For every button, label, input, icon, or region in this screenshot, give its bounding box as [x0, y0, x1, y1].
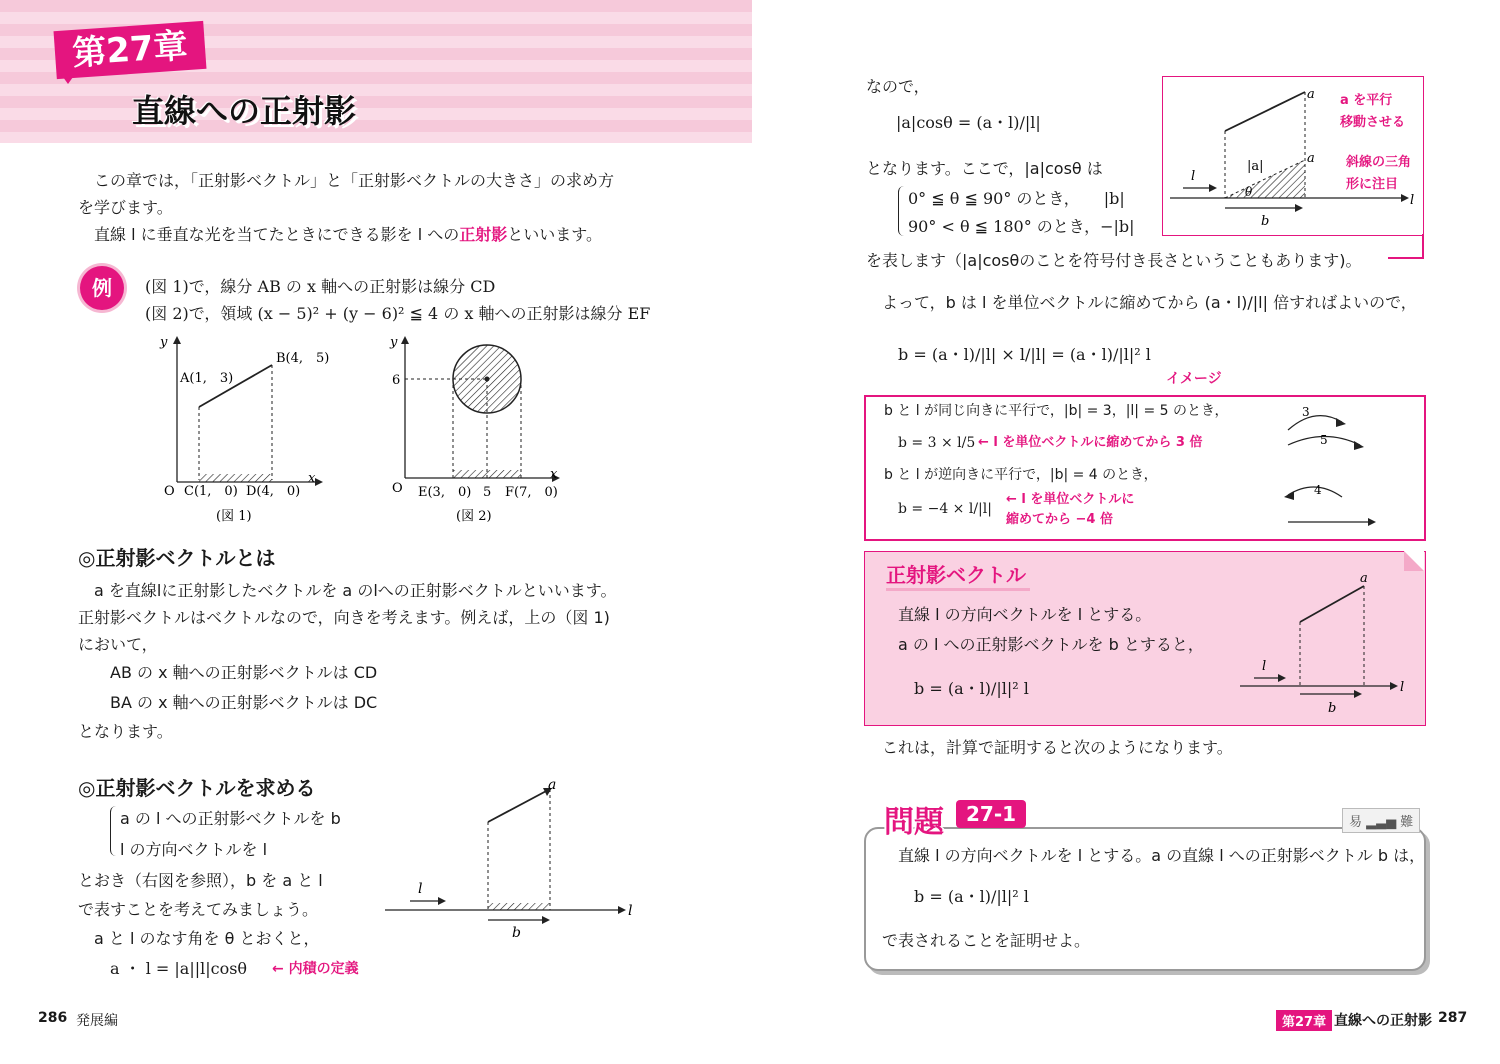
difficulty-meter: 易 ▂▃▅ 難 [1342, 808, 1420, 833]
right-line-7: よって，b は l を単位ベクトルに縮めてから (a・l)/|l| 倍すればよいので， [882, 293, 1417, 312]
intro-line-1: この章では，「正射影ベクトル」と「正射影ベクトルの大きさ」の求め方 [94, 171, 615, 190]
sec1-line-5: BA の x 軸への正射影ベクトルは DC [110, 693, 378, 712]
angle-fig-b: b [1261, 214, 1270, 229]
right-line-9: これは，計算で証明すると次のようになります。 [882, 738, 1233, 757]
concept-line-2: a の l への正射影ベクトルを b とすると， [898, 635, 1204, 654]
highlight-term: 正射影 [459, 225, 508, 244]
concept-fig-a: a [1360, 571, 1368, 586]
fig3-l-label: l [628, 903, 633, 919]
fig1-point-a: A(1, 3) [180, 371, 234, 386]
angle-fig-a2: a [1307, 151, 1315, 166]
angle-fig-l: l [1410, 193, 1415, 208]
direction-arrows [1280, 400, 1410, 535]
fig1-origin: O [164, 484, 175, 499]
connector-line-h [1388, 257, 1424, 259]
footer-chapter-title: 直線への正射影 [1334, 1013, 1432, 1029]
note-translate: a を平行 移動させる [1340, 93, 1406, 130]
right-line-3: となります。ここで，|a|cosθ は [866, 159, 1103, 178]
fig2-point-e: E(3, 0) [418, 485, 472, 500]
inner-product-note: ← 内積の定義 [272, 961, 359, 977]
sec2-line-3: とおき（右図を参照），b を a と l [78, 871, 323, 890]
fig3-b-label: b [512, 925, 521, 941]
part-label: 発展編 [76, 1013, 118, 1029]
fig2-y-label: y [390, 335, 398, 350]
fig2-point-f: F(7, 0) [505, 485, 558, 500]
sec1-line-6: となります。 [78, 722, 173, 741]
arrow-5-label: 5 [1320, 433, 1328, 447]
fig1-point-d: D(4, 0) [246, 484, 301, 499]
sec2-line-2: l の方向ベクトルを l [120, 840, 268, 859]
concept-fig-lvec: l [1262, 659, 1267, 674]
sec1-line-1: a を直線lに正射影したベクトルを a のlへの正射影ベクトルといいます。 [94, 581, 617, 600]
problem-number: 27-1 [956, 800, 1026, 828]
case-1: 0° ≦ θ ≦ 90° のとき， |b| [908, 189, 1125, 208]
fig3-a-label: a [548, 777, 557, 793]
sec1-line-4: AB の x 軸への正射影ベクトルは CD [110, 663, 378, 682]
arrow-3-label: 3 [1302, 405, 1310, 419]
sec1-line-3: において， [78, 635, 158, 654]
intro-line-2: を学びます。 [78, 198, 173, 217]
sec2-line-6: a ・ l = |a||l|cosθ [110, 959, 248, 978]
fig2-caption: (図 2) [456, 509, 492, 524]
concept-figure [1236, 566, 1416, 716]
problem-label: 問題 [884, 805, 944, 840]
angle-fig-lvec: l [1191, 169, 1196, 184]
problem-line-1: 直線 l の方向ベクトルを l とする。a の直線 l への正射影ベクトル b は， [898, 846, 1426, 865]
sec2-line-4: で表すことを考えてみましょう。 [78, 900, 319, 919]
arrow-4-label: 4 [1314, 483, 1322, 497]
concept-title: 正射影ベクトル [886, 559, 1030, 591]
concept-fig-l: l [1400, 680, 1405, 695]
connector-line [1422, 234, 1424, 258]
fig1-x-label: x [308, 471, 316, 486]
page-number-right: 287 [1438, 1010, 1468, 1026]
fig1-y-label: y [160, 335, 168, 350]
image-note-2: ← l を単位ベクトルに 縮めてから −4 倍 [1006, 492, 1135, 527]
figure-2 [380, 332, 570, 532]
page-number-left: 286 [38, 1010, 68, 1026]
right-formula-2: b = (a・l)/|l| × l/|l| = (a・l)/|l|² l [898, 345, 1151, 364]
section-title-2: ◎正射影ベクトルを求める [78, 776, 316, 800]
fig2-origin: O [392, 481, 403, 496]
projection-figure [380, 775, 640, 945]
fig2-x-label: x [550, 467, 558, 482]
angle-fig-abs-a: |a| [1247, 159, 1264, 174]
image-line-3: b と l が逆向きに平行で，|b| = 4 のとき， [884, 467, 1158, 483]
chapter-badge: 第27章 [54, 21, 207, 79]
image-line-4: b = −4 × l/|l| [898, 501, 992, 517]
problem-line-3: で表されることを証明せよ。 [882, 931, 1091, 950]
image-line-2: b = 3 × l/5 [898, 435, 976, 451]
fig2-tick-6: 6 [392, 373, 401, 388]
footer-chapter-badge: 第27章 [1276, 1010, 1332, 1031]
figure-1 [150, 332, 330, 532]
chapter-title: 直線への正射影 [132, 92, 357, 130]
fig2-tick-5: 5 [483, 485, 492, 500]
fig1-caption: (図 1) [216, 509, 252, 524]
fig3-lvec-label: l [418, 881, 423, 897]
problem-formula: b = (a・l)/|l|² l [914, 887, 1029, 906]
right-line-1: なので， [866, 77, 930, 96]
concept-formula: b = (a・l)/|l|² l [914, 679, 1029, 698]
angle-fig-a: a [1307, 87, 1315, 102]
image-label: イメージ [1166, 371, 1222, 387]
case-2: 90° < θ ≦ 180° のとき，−|b| [908, 217, 1135, 236]
example-line-2: (図 2)で，領域 (x − 5)² + (y − 6)² ≦ 4 の x 軸への正射影は線分 EF [145, 304, 651, 323]
image-line-1: b と l が同じ向きに平行で，|b| = 3，|l| = 5 のとき， [884, 403, 1229, 419]
fig1-point-b: B(4, 5) [276, 351, 330, 366]
concept-line-1: 直線 l の方向ベクトルを l とする。 [898, 605, 1152, 624]
concept-fig-b: b [1328, 701, 1337, 716]
sec2-line-1: a の l への正射影ベクトルを b [120, 809, 341, 828]
sec1-line-2: 正射影ベクトルはベクトルなので，向きを考えます。例えば，上の（図 1) [78, 608, 610, 627]
example-badge: 例 [80, 266, 124, 310]
fig1-point-c: C(1, 0) [184, 484, 238, 499]
right-line-6: を表します（|a|cosθのことを符号付き長さということもあります)。 [866, 251, 1362, 270]
brace [110, 806, 119, 856]
right-formula-1: |a|cosθ = (a・l)/|l| [896, 113, 1041, 132]
example-line-1: (図 1)で，線分 AB の x 軸への正射影は線分 CD [145, 277, 496, 296]
brace-right [898, 186, 907, 236]
sec2-line-5: a と l のなす角を θ とおくと， [94, 929, 320, 948]
note-triangle: 斜線の三角 形に注目 [1346, 155, 1412, 192]
intro-line-3: 直線 l に垂直な光を当てたときにできる影を l への正射影といいます。 [94, 225, 602, 244]
image-note-1: ← l を単位ベクトルに縮めてから 3 倍 [978, 435, 1203, 450]
angle-fig-theta: θ [1245, 185, 1253, 199]
section-title-1: ◎正射影ベクトルとは [78, 546, 276, 570]
